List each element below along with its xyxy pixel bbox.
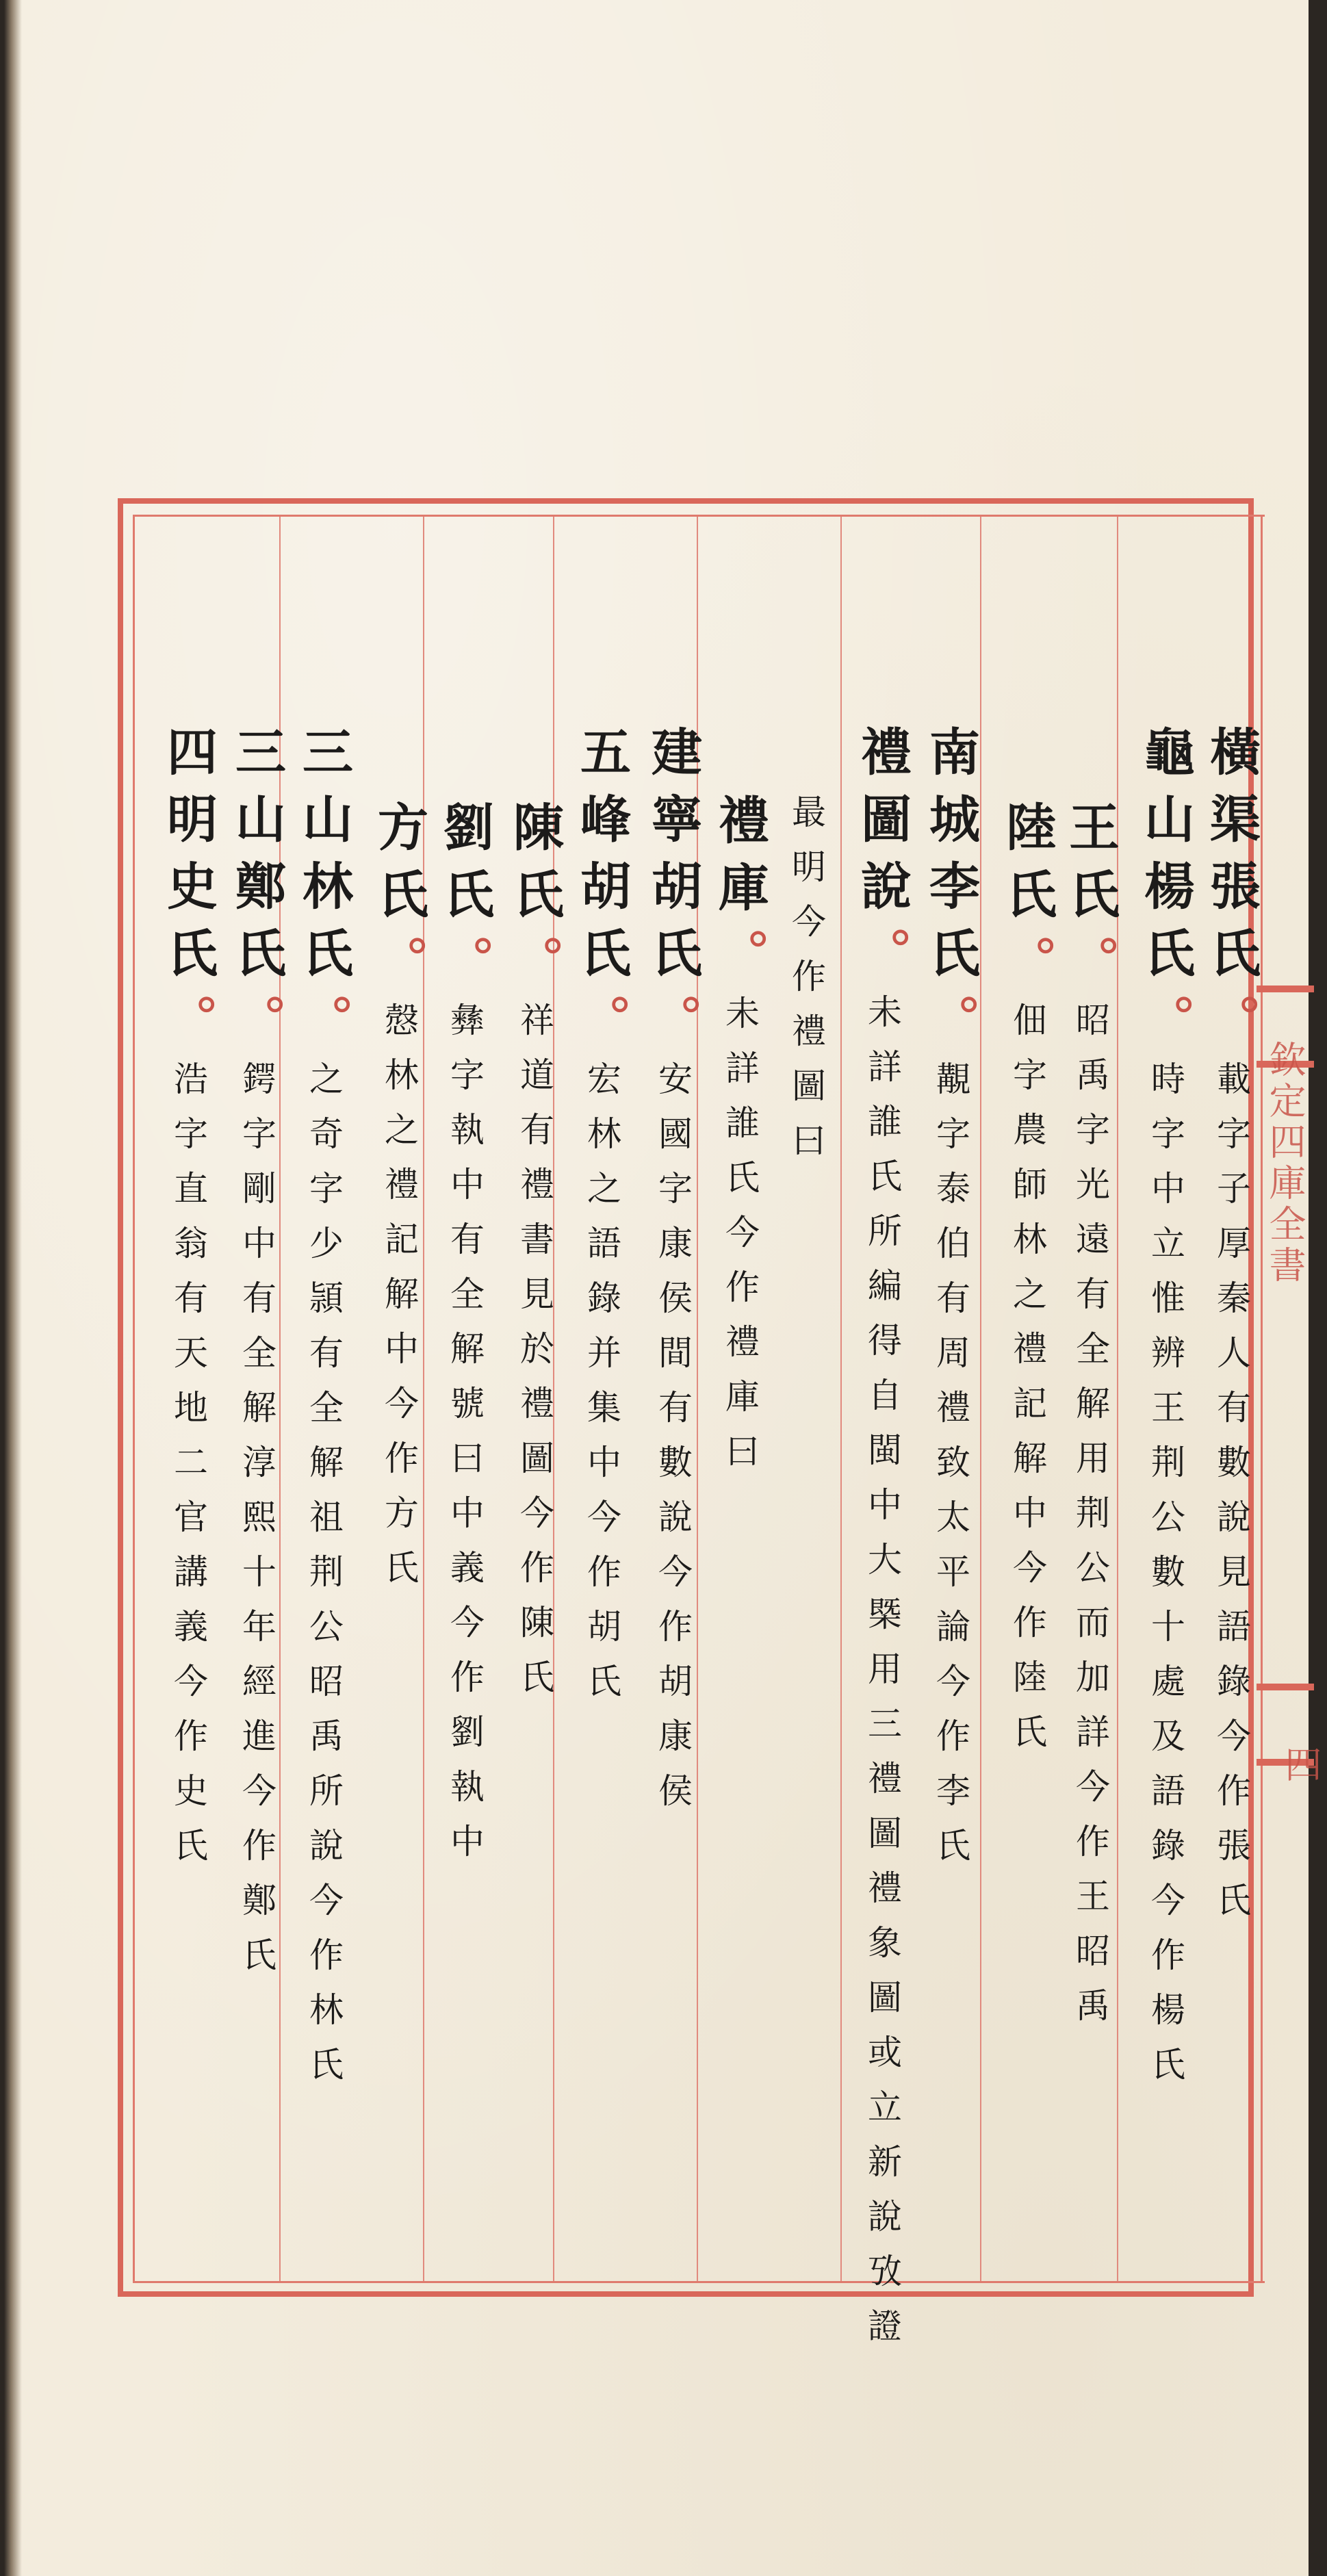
- entry-note: 浩字直翁有天地二官講義今作史氏: [168, 1061, 208, 1882]
- entry-note: 昭禹字光遠有全解用荆公而加詳今作王昭禹: [1070, 1002, 1110, 2042]
- entry-name: 劉氏: [435, 801, 494, 935]
- entry-note: 未詳誰氏今作禮庫曰: [720, 995, 760, 1488]
- entry-note: 覯字泰伯有周禮致太平論今作李氏: [931, 1061, 970, 1882]
- entry-note: 祥道有禮書見於禮圖今作陳氏: [515, 1002, 554, 1714]
- entry-column: 三山鄭氏。鍔字剛中有全解淳熙十年經進今作鄭氏: [227, 725, 286, 1992]
- entry-name: 禮圖說: [853, 725, 912, 927]
- entry-name: 龜山楊氏: [1136, 725, 1195, 994]
- spine-shadow: [4, 0, 22, 2576]
- book-title: 欽定四庫全書: [1263, 1040, 1306, 1287]
- entry-note: 宏林之語錄并集中今作胡氏: [582, 1061, 621, 1718]
- entry-column: 南城李氏。覯字泰伯有周禮致太平論今作李氏: [921, 725, 980, 1882]
- entry-note: 之奇字少頴有全解祖荆公昭禹所說今作林氏: [304, 1061, 344, 2101]
- entry-note: 載字子厚秦人有數說見語錄今作張氏: [1211, 1061, 1251, 1937]
- entry-name: 南城李氏: [921, 725, 980, 994]
- entry-name: 建寧胡氏: [643, 725, 702, 994]
- entry-name: 陸氏: [998, 801, 1057, 935]
- entry-column: 五峰胡氏。宏林之語錄并集中今作胡氏: [572, 725, 631, 1718]
- entry-name: 三山鄭氏: [227, 725, 286, 994]
- entry-column: 陳氏。祥道有禮書見於禮圖今作陳氏: [505, 801, 564, 1714]
- entry-note: 時字中立惟辨王荆公數十處及語錄今作楊氏: [1146, 1061, 1185, 2101]
- entry-column: [782, 794, 831, 1177]
- entry-column: 劉氏。彝字執中有全解號曰中義今作劉執中: [435, 801, 494, 1878]
- entry-name: 禮庫: [710, 794, 769, 928]
- entry-column: 建寧胡氏。安國字康侯間有數說今作胡康侯: [643, 725, 702, 1827]
- entry-column: 方氏。慤林之禮記解中今作方氏: [370, 801, 428, 1604]
- entry-column: 四明史氏。浩字直翁有天地二官講義今作史氏: [159, 725, 218, 1882]
- entry-name: 方氏: [370, 801, 428, 935]
- entry-note: 最明今作禮圖曰: [786, 794, 826, 1177]
- entry-note: 未詳誰氏所編得自閩中大槩用三禮圖禮象圖或立新說攷證: [862, 994, 902, 2362]
- entry-column: 禮圖說。未詳誰氏所編得自閩中大槩用三禮圖禮象圖或立新說攷證: [853, 725, 912, 2362]
- entry-name: 陳氏: [505, 801, 564, 935]
- entry-name: 三山林氏: [294, 725, 353, 994]
- entry-column: 陸氏。佃字農師林之禮記解中今作陸氏: [998, 801, 1057, 1768]
- entry-name: 四明史氏: [159, 725, 218, 994]
- entry-column: 禮庫。未詳誰氏今作禮庫曰: [710, 794, 769, 1488]
- page-number: 四: [1279, 1745, 1322, 1782]
- entry-column: 三山林氏。之奇字少頴有全解祖荆公昭禹所說今作林氏: [294, 725, 353, 2101]
- entry-name: 橫渠張氏: [1202, 725, 1261, 994]
- entry-note: 慤林之禮記解中今作方氏: [379, 1002, 419, 1604]
- entry-name: 五峰胡氏: [572, 725, 631, 994]
- entry-column: 橫渠張氏。載字子厚秦人有數說見語錄今作張氏: [1202, 725, 1261, 1937]
- column-rule: [840, 517, 842, 2281]
- entry-column: 龜山楊氏。時字中立惟辨王荆公數十處及語錄今作楊氏: [1136, 725, 1195, 2101]
- entry-note: 彝字執中有全解號曰中義今作劉執中: [445, 1002, 485, 1878]
- entry-name: 王氏: [1061, 801, 1120, 935]
- margin-band: [1261, 515, 1316, 2283]
- entry-note: 安國字康侯間有數說今作胡康侯: [653, 1061, 693, 1827]
- entry-note: 鍔字剛中有全解淳熙十年經進今作鄭氏: [237, 1061, 276, 1992]
- entry-column: 王氏。昭禹字光遠有全解用荆公而加詳今作王昭禹: [1061, 801, 1120, 2042]
- entry-note: 佃字農師林之禮記解中今作陸氏: [1007, 1002, 1047, 1768]
